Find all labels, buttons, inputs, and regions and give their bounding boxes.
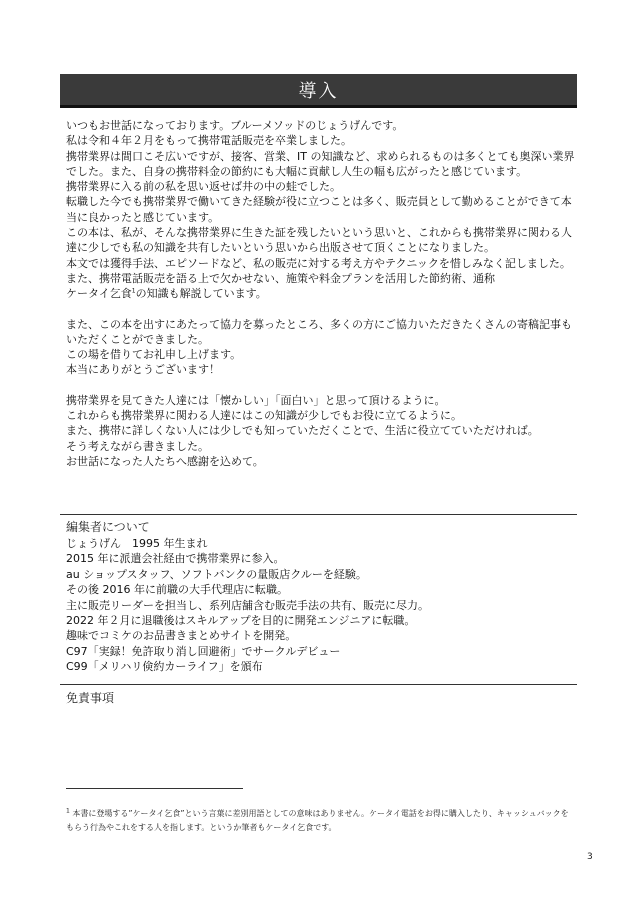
intro-line: 私は令和４年２月をもって携帯電話販売を卒業しました。 [66, 134, 352, 148]
intro-line-tail: の知識も解説しています。 [135, 287, 267, 301]
divider [60, 684, 577, 685]
editor-line: 2022 年２月に退職後はスキルアップを目的に開発エンジニアに転職。 [66, 614, 416, 628]
page-number: 3 [587, 852, 593, 862]
intro-line: これからも携帯業界に関わる人達にはこの知識が少しでもお役に立てるように。 [66, 409, 462, 423]
intro-line [66, 286, 578, 301]
paragraph-gap [66, 302, 578, 317]
editor-line: C99「メリハリ倹約カーライフ」を頒布 [66, 660, 263, 674]
intro-line: お世話になった人たちへ感謝を込めて。 [66, 454, 264, 468]
intro-line: 携帯業界を見てきた人達には「懐かしい」「面白い」と思って頂けるように。 [66, 393, 446, 407]
editor-line: じょうげん 1995 年生まれ [66, 537, 208, 550]
intro-line: また、携帯電話販売を語る上で欠かせない、施策や料金プランを活用した節約術、通称 [66, 271, 495, 285]
intro-line: 本当にありがとうございます！ [66, 363, 220, 377]
intro-line: 転職した今でも携帯業界で働いてきた経験が役に立つことは多く、販売員として勤めることができて本当に良かったと感じています。 [66, 195, 572, 224]
intro-line: また、携帯に詳しくない人には少しでも知っていただくことで、生活に役立てていただければ。 [66, 424, 539, 438]
footnote-ref[interactable]: 1 [131, 287, 136, 295]
section-title: 導入 [298, 80, 339, 102]
intro-line: そう考えながら書きました。 [66, 439, 209, 453]
divider [60, 514, 577, 515]
intro-line: また、この本を出すにあたって協力を募ったところ、多くの方にご協力いただきたくさんの寄稿記事もいただくことができました。 [66, 317, 572, 346]
editor-body [66, 536, 578, 675]
paragraph-gap [66, 378, 578, 393]
intro-line: いつもお世話になっております。ブルーメソッドのじょうげんです。 [66, 119, 404, 132]
intro-line: この本は、私が、そんな携帯業界に生きた証を残したいという思いと、これからも携帯業界に関わる人達に少しでも私の知識を共有したいという思いから出版させて頂くことになりました。 [66, 226, 572, 255]
footnote-mark: 1 [66, 807, 70, 815]
editor-heading: 編集者について [66, 520, 150, 534]
editor-line: 趣味でコミケのお品書きまとめサイトを開発。 [66, 629, 297, 643]
footnote-rule [66, 788, 243, 789]
intro-line: この場を借りてお礼申し上げます。 [66, 348, 242, 362]
editor-line: au ショップスタッフ、ソフトバンクの量販店クルーを経験。 [66, 567, 367, 581]
intro-line: 本文では獲得手法、エピソードなど、私の販売に対する考え方やテクニックを惜しみなく記しました。 [66, 256, 571, 270]
term-ketai-kojiki: ケータイ乞食 [66, 287, 132, 301]
editor-line: その後 2016 年に前職の大手代理店に転職。 [66, 583, 288, 597]
editor-line: 2015 年に派遣会社経由で携帯業界に参入。 [66, 552, 285, 566]
editor-line: 主に販売リーダーを担当し、系列店舗含む販売手法の共有、販売に尽力。 [66, 598, 429, 612]
intro-body [66, 118, 578, 469]
footnote [66, 807, 576, 835]
intro-line: 携帯業界は間口こそ広いですが、接客、営業、IT の知識など、求められるものは多くとても奥深い業界でした。また、自身の携帯料金の節約にも大幅に貢献し人生の幅も広がったと感じています。 [66, 149, 575, 178]
editor-line: C97「実録！免許取り消し回避術」でサークルデビュー [66, 644, 341, 658]
footnote-text: 本書に登場する”ケータイ乞食”という言葉に差別用語としての意味はありません。ケータイ電話をお得に購入したり、キャッシュバックをもらう行為やこれをする人を指します。というか筆者もケータイ乞食です。 [66, 809, 569, 832]
intro-line: 携帯業界に入る前の私を思い返せば井の中の蛙でした。 [66, 180, 341, 194]
section-title-bar [60, 74, 577, 108]
disclaimer-heading: 免責事項 [66, 691, 115, 705]
